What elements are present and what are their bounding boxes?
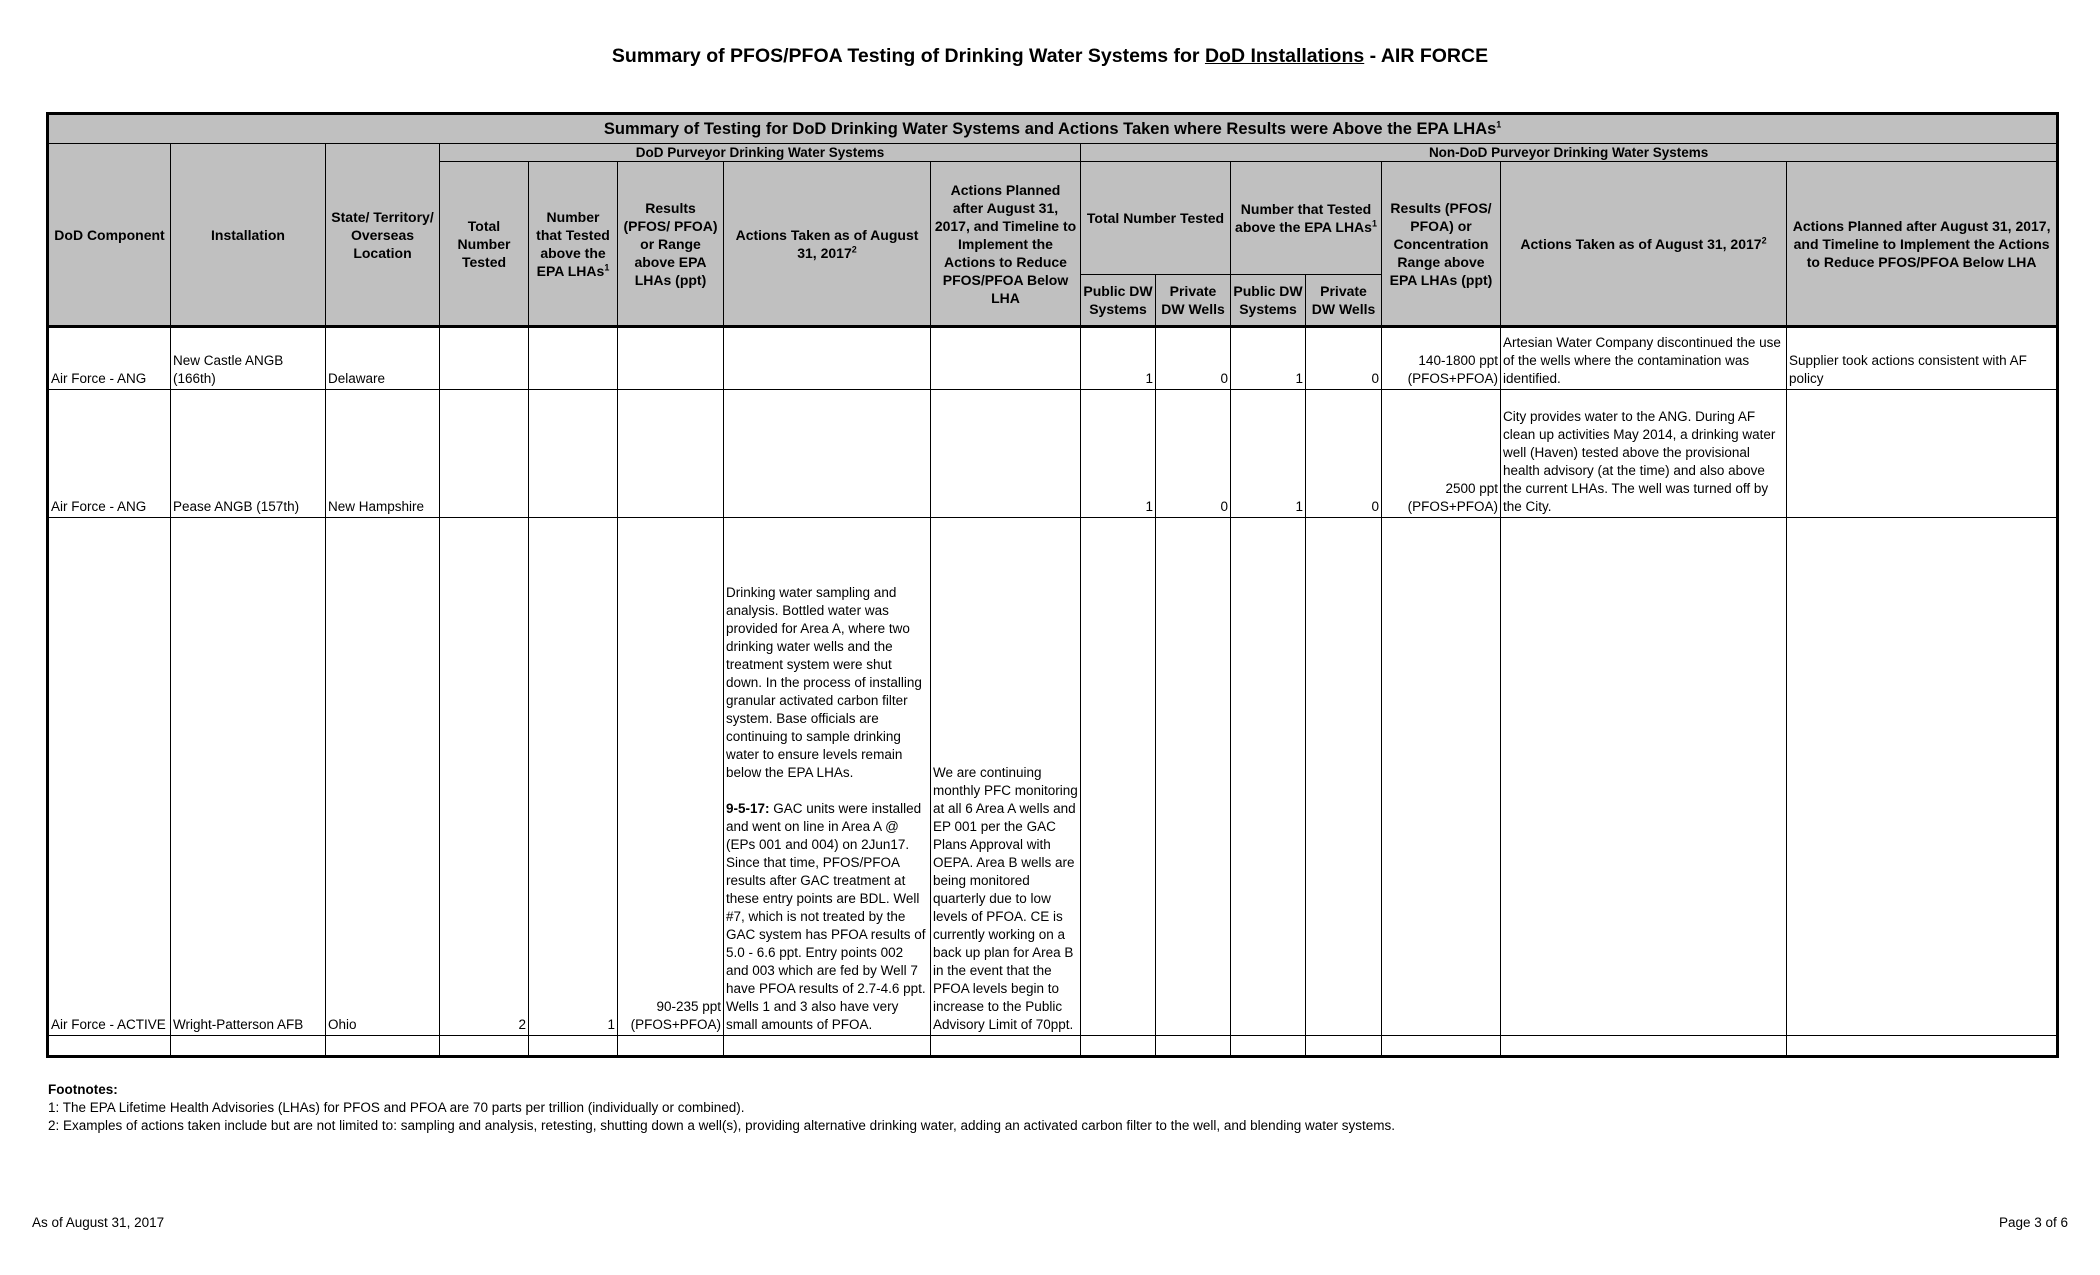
- header-nd-number-above: Number that Tested above the EPA LHAs$^1$: [1231, 162, 1382, 275]
- table-main-header-row: [48, 114, 2058, 144]
- header-nd-actions-planned: Actions Planned after August 31, 2017, and Timeline to Implement the Actions to Reduce PFOS/PFOA Below LHA: [1787, 162, 2058, 327]
- subheader-private-dw-tested: Private DW Wells: [1156, 275, 1231, 327]
- cell-results: [618, 327, 724, 390]
- cell-results: [618, 390, 724, 518]
- cell-nd-public-tested: [1081, 518, 1156, 1036]
- header-results: Results (PFOS/ PFOA) or Range above EPA LHAs (ppt): [618, 162, 724, 327]
- cell-location: Delaware: [326, 327, 440, 390]
- cell-total-tested: 2: [440, 518, 529, 1036]
- title-part1: Summary of PFOS/PFOA Testing of Drinking Water Systems for: [611, 45, 1205, 67]
- header-total-tested: Total Number Tested: [440, 162, 529, 327]
- cell-location: Ohio: [326, 518, 440, 1036]
- cell-installation: Wright-Patterson AFB: [171, 518, 326, 1036]
- group-header-row: [48, 144, 2058, 162]
- cell-actions-taken: [724, 518, 931, 1036]
- cell-nd-private-tested: [1156, 518, 1231, 1036]
- cell-nd-actions-taken: [1501, 518, 1787, 1036]
- subheader-public-dw-above: Public DW Systems: [1231, 275, 1306, 327]
- footnote-1: 1: The EPA Lifetime Health Advisories (LHAs) for PFOS and PFOA are 70 parts per trillion (individually or combined).: [48, 1100, 745, 1115]
- cell-nd-results: 2500 ppt (PFOS+PFOA): [1382, 390, 1501, 518]
- cell-actions-planned: We are continuing monthly PFC monitoring at all 6 Area A wells and EP 001 per the GAC Plans Approval with OEPA. Area B wells are being monitored quarterly due to low levels of PFOA. CE is currently working on a back up plan for Area B in the event that the PFOA levels begin to increase to the Public Advisory Limit of 70ppt.: [931, 518, 1081, 1036]
- header-installation: Installation: [171, 144, 326, 327]
- title-underlined: DoD Installations: [1204, 45, 1365, 67]
- actions-taken-date: 9-5-17:: [726, 801, 770, 816]
- cell-installation: Pease ANGB (157th): [171, 390, 326, 518]
- cell-number-above: [529, 390, 618, 518]
- actions-taken-paragraph-2: 9-5-17: GAC units were installed and went on line in Area A @ (EPs 001 and 004) on 2Jun17. Since that time, PFOS/PFOA results after GAC treatment at these entry points are BDL. Well #7, which is not treated by the GAC system has PFOA results of 5.0 - 6.6 ppt. Entry points 002 and 003 which are fed by Well 7 have PFOA results of 2.7-4.6 ppt. Wells 1 and 3 also have very small amounts of PFOA.: [726, 801, 926, 1032]
- cell-nd-actions-planned: Supplier took actions consistent with AF policy: [1787, 327, 2058, 390]
- table-row: [48, 390, 2058, 518]
- cell-component: Air Force - ACTIVE: [48, 518, 171, 1036]
- document-title: [0, 44, 2100, 68]
- cell-nd-actions-planned: [1787, 518, 2058, 1036]
- cell-component: Air Force - ANG: [48, 327, 171, 390]
- cell-nd-public-above: 1: [1231, 327, 1306, 390]
- cell-nd-public-above: [1231, 518, 1306, 1036]
- cell-actions-planned: [931, 327, 1081, 390]
- summary-table: [46, 112, 2059, 1058]
- group-header-nondod-purveyor: Non-DoD Purveyor Drinking Water Systems: [1081, 144, 2058, 162]
- cell-total-tested: [440, 390, 529, 518]
- cell-nd-public-tested: 1: [1081, 390, 1156, 518]
- cell-nd-private-above: [1306, 518, 1382, 1036]
- cell-total-tested: [440, 327, 529, 390]
- cell-nd-actions-taken: City provides water to the ANG. During AF clean up activities May 2014, a drinking water well (Haven) tested above the provisional health advisory (at the time) and also above the current LHAs. The well was turned off by the City.: [1501, 390, 1787, 518]
- header-actions-planned: Actions Planned after August 31, 2017, and Timeline to Implement the Actions to Reduce PFOS/PFOA Below LHA: [931, 162, 1081, 327]
- cell-nd-private-above: 0: [1306, 390, 1382, 518]
- header-location: State/ Territory/ Overseas Location: [326, 144, 440, 327]
- title-part2: - AIR FORCE: [1364, 45, 1489, 67]
- actions-taken-paragraph-1: Drinking water sampling and analysis. Bottled water was provided for Area A, where two drinking water wells and the treatment system were shut down. In the process of installing granular activated carbon filter system. Base officials are continuing to sample drinking water to ensure levels remain below the EPA LHAs.: [726, 585, 922, 780]
- cell-component: Air Force - ANG: [48, 390, 171, 518]
- cell-nd-actions-planned: [1787, 390, 2058, 518]
- footnotes: [48, 1081, 1395, 1135]
- cell-actions-taken: [724, 390, 931, 518]
- cell-nd-results: 140-1800 ppt (PFOS+PFOA): [1382, 327, 1501, 390]
- cell-number-above: 1: [529, 518, 618, 1036]
- cell-results: 90-235 ppt (PFOS+PFOA): [618, 518, 724, 1036]
- footnotes-heading: Footnotes:: [48, 1082, 118, 1097]
- header-nd-actions-taken: Actions Taken as of August 31, 2017$^2$: [1501, 162, 1787, 327]
- cell-installation: New Castle ANGB (166th): [171, 327, 326, 390]
- cell-nd-public-tested: 1: [1081, 327, 1156, 390]
- header-nd-results: Results (PFOS/ PFOA) or Concentration Range above EPA LHAs (ppt): [1382, 162, 1501, 327]
- subheader-public-dw-tested: Public DW Systems: [1081, 275, 1156, 327]
- cell-number-above: [529, 327, 618, 390]
- footnote-2: 2: Examples of actions taken include but are not limited to: sampling and analysis, retesting, shutting down a well(s), providing alternative drinking water, adding an activated carbon filter to the well, and blending water systems.: [48, 1118, 1395, 1133]
- cell-nd-private-tested: 0: [1156, 390, 1231, 518]
- cell-nd-public-above: 1: [1231, 390, 1306, 518]
- header-dod-component: DoD Component: [48, 144, 171, 327]
- cell-nd-results: [1382, 518, 1501, 1036]
- cell-nd-private-tested: 0: [1156, 327, 1231, 390]
- cell-location: New Hampshire: [326, 390, 440, 518]
- header-nd-total-tested: Total Number Tested: [1081, 162, 1231, 275]
- group-header-dod-purveyor: DoD Purveyor Drinking Water Systems: [440, 144, 1081, 162]
- cell-actions-planned: [931, 390, 1081, 518]
- footer-page-number: Page 3 of 6: [1998, 1215, 2068, 1230]
- subheader-private-dw-above: Private DW Wells: [1306, 275, 1382, 327]
- table-row: [48, 518, 2058, 1036]
- cell-nd-private-above: 0: [1306, 327, 1382, 390]
- table-main-header: Summary of Testing for DoD Drinking Water Systems and Actions Taken where Results were Above the EPA LHAs$^1$: [48, 114, 2058, 144]
- header-number-above: Number that Tested above the EPA LHAs$^1$: [529, 162, 618, 327]
- cell-actions-taken: [724, 327, 931, 390]
- table-row-blank: [48, 1036, 2058, 1057]
- header-actions-taken: Actions Taken as of August 31, 2017$^2$: [724, 162, 931, 327]
- table-row: [48, 327, 2058, 390]
- cell-nd-actions-taken: Artesian Water Company discontinued the use of the wells where the contamination was identified.: [1501, 327, 1787, 390]
- footer-date: As of August 31, 2017: [32, 1215, 165, 1230]
